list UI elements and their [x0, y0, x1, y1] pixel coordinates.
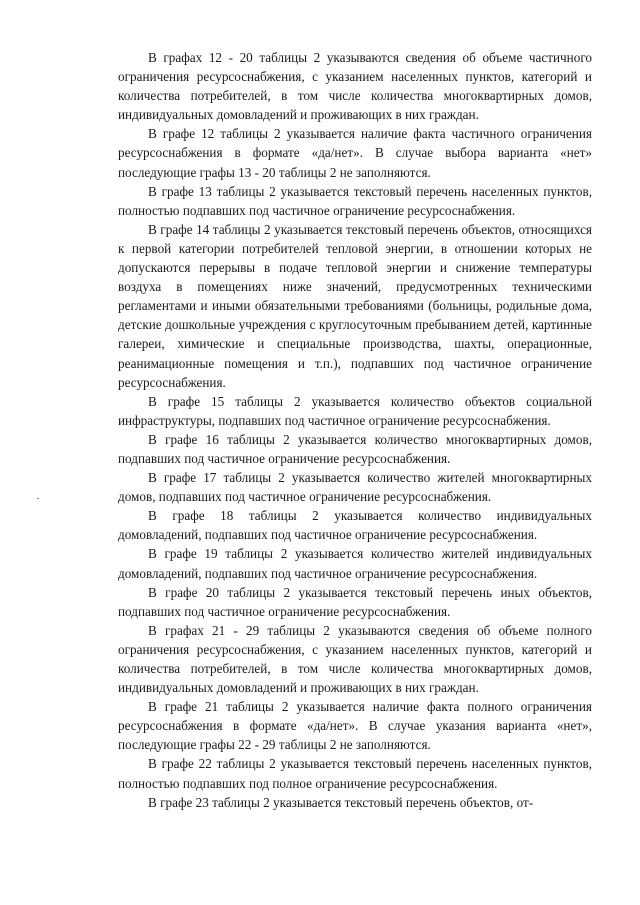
- paragraph: В графе 14 таблицы 2 указывается текстовый перечень объектов, относящихся к первой категории потребителей тепловой энергии, в отношении которых не допускаются перерывы в подаче тепловой энергии и снижение температуры воздуха в помещениях ниже значений, предусмотренных техническими регламентами и иными обязательными требованиями (больницы, родильные дома, детские дошкольные учреждения с круглосуточным пребыванием детей, картинные галереи, химические и специальные производства, шахты, операционные, реанимационные помещения и т.п.), подпавших под частичное ограничение ресурсоснабжения.: [118, 221, 592, 390]
- paragraph: В графе 16 таблицы 2 указывается количество многоквартирных домов, подпавших под частичное ограничение ресурсоснабжения.: [118, 431, 592, 466]
- paragraph: В графе 19 таблицы 2 указывается количество жителей индивидуальных домовладений, подпавших под частичное ограничение ресурсоснабжения.: [118, 546, 592, 581]
- paragraph: В графе 20 таблицы 2 указывается текстовый перечень иных объектов, подпавших под частичное ограничение ресурсоснабжения.: [118, 584, 592, 619]
- paragraph: В графе 23 таблицы 2 указывается текстовый перечень объектов, от-: [148, 794, 534, 810]
- paragraph: В графе 21 таблицы 2 указывается наличие факта полного ограничения ресурсоснабжения в формате «да/нет». В случае указания варианта «нет», последующие графы 22 - 29 таблицы 2 не заполняются.: [118, 699, 592, 753]
- margin-mark: [37, 498, 39, 499]
- paragraph: В графе 13 таблицы 2 указывается текстовый перечень населенных пунктов, полностью подпавших под частичное ограничение ресурсоснабжения.: [118, 183, 592, 218]
- paragraph: В графе 15 таблицы 2 указывается количество объектов социальной инфраструктуры, подпавших под частичное ограничение ресурсоснабжения.: [118, 393, 592, 428]
- paragraph: В графах 21 - 29 таблицы 2 указываются сведения об объеме полного ограничения ресурсоснабжения, с указанием населенных пунктов, категорий и количества потребителей, в том числе количества многоквартирных домов, индивидуальных домовладений и проживающих в них граждан.: [118, 622, 592, 696]
- paragraph: В графах 12 - 20 таблицы 2 указываются сведения об объеме частичного ограничения ресурсоснабжения, с указанием населенных пунктов, категорий и количества потребителей, в том числе количества многоквартирных домов, индивидуальных домовладений и проживающих в них граждан.: [118, 50, 592, 123]
- paragraph: В графе 12 таблицы 2 указывается наличие факта частичного ограничения ресурсоснабжения в формате «да/нет». В случае выбора варианта «нет» последующие графы 13 - 20 таблицы 2 не заполняются.: [118, 126, 592, 180]
- document-body: [118, 48, 592, 812]
- paragraph: В графе 18 таблицы 2 указывается количество индивидуальных домовладений, подпавших под частичное ограничение ресурсоснабжения.: [118, 508, 592, 543]
- paragraph: В графе 22 таблицы 2 указывается текстовый перечень населенных пунктов, полностью подпавших под полное ограничение ресурсоснабжения.: [118, 756, 592, 791]
- paragraph: В графе 17 таблицы 2 указывается количество жителей многоквартирных домов, подпавших под частичное ограничение ресурсоснабжения.: [118, 470, 592, 505]
